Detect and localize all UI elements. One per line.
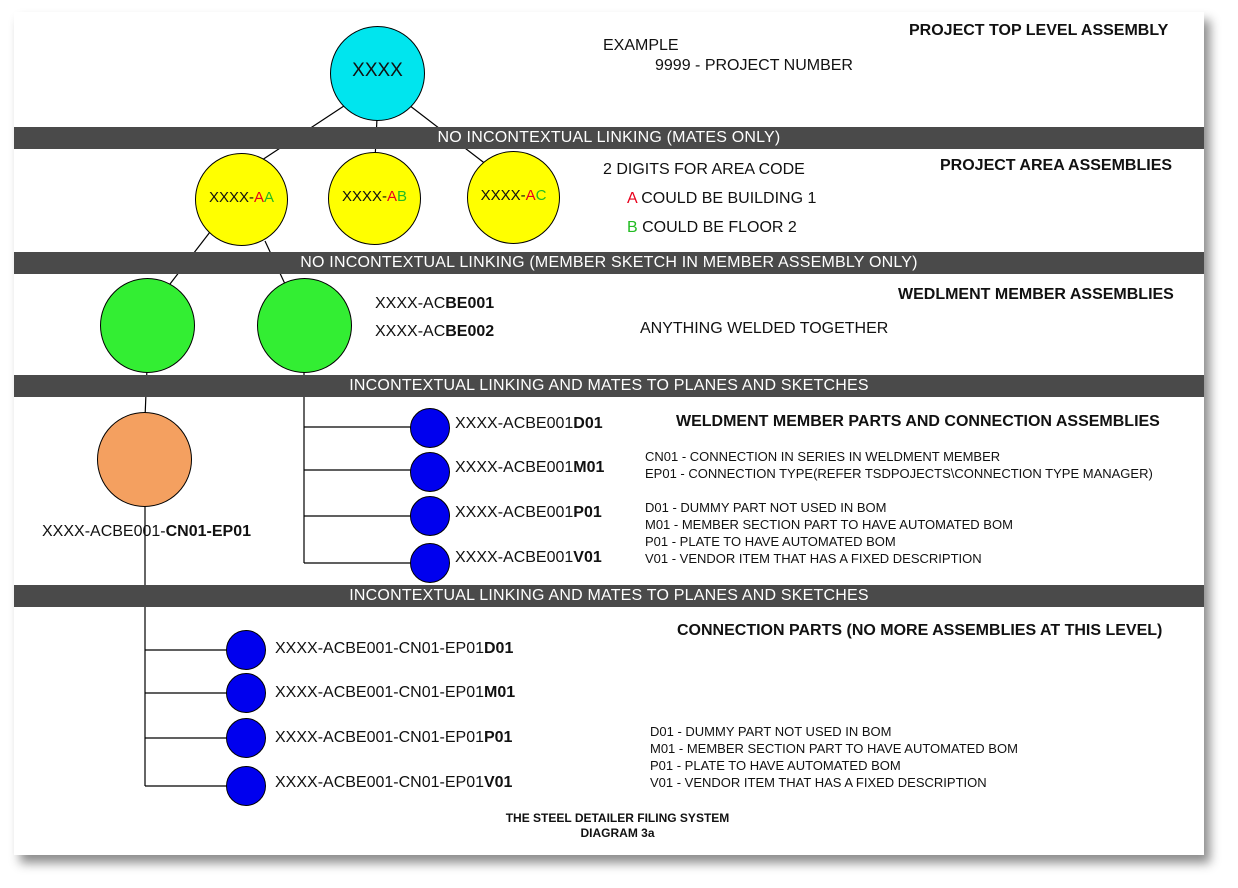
header-wedlment-member: WEDLMENT MEMBER ASSEMBLIES xyxy=(898,286,1174,303)
linking-bar-4: INCONTEXTUAL LINKING AND MATES TO PLANES AND SKETCHES xyxy=(14,585,1204,607)
linking-bar-1: NO INCONTEXTUAL LINKING (MATES ONLY) xyxy=(14,127,1204,149)
connection-part-label-p01: XXXX-ACBE001-CN01-EP01P01 xyxy=(275,729,513,746)
member-node-be001 xyxy=(100,278,195,373)
part-node-d01 xyxy=(410,408,450,448)
part-note: P01 - PLATE TO HAVE AUTOMATED BOM xyxy=(645,534,896,549)
part-note: D01 - DUMMY PART NOT USED IN BOM xyxy=(650,724,892,739)
connection-part-node-p01 xyxy=(226,718,266,758)
part-note: P01 - PLATE TO HAVE AUTOMATED BOM xyxy=(650,758,901,773)
part-label-v01: XXXX-ACBE001V01 xyxy=(455,549,602,566)
connection-assembly-node xyxy=(97,412,192,507)
footer-title: THE STEEL DETAILER FILING SYSTEM xyxy=(505,811,730,825)
root-node-label: XXXX xyxy=(352,60,403,81)
area-code-note: 2 DIGITS FOR AREA CODE xyxy=(603,161,805,178)
member-label-be001: XXXX-ACBE001 xyxy=(375,295,495,312)
part-node-m01 xyxy=(410,452,450,492)
example-project-number: 9999 - PROJECT NUMBER xyxy=(655,57,853,74)
connection-part-label-v01: XXXX-ACBE001-CN01-EP01V01 xyxy=(275,774,513,791)
part-node-v01 xyxy=(410,543,450,583)
connection-part-node-m01 xyxy=(226,673,266,713)
header-project-top-level: PROJECT TOP LEVEL ASSEMBLY xyxy=(909,22,1169,39)
part-node-p01 xyxy=(410,496,450,536)
header-connection-parts: CONNECTION PARTS (NO MORE ASSEMBLIES AT THIS LEVEL) xyxy=(677,622,1163,639)
linking-bar-2: NO INCONTEXTUAL LINKING (MEMBER SKETCH IN MEMBER ASSEMBLY ONLY) xyxy=(14,252,1204,274)
header-project-area: PROJECT AREA ASSEMBLIES xyxy=(940,157,1173,174)
connection-part-node-v01 xyxy=(226,766,266,806)
connection-assembly-label: XXXX-ACBE001-CN01-EP01 xyxy=(42,523,251,540)
part-note: M01 - MEMBER SECTION PART TO HAVE AUTOMATED BOM xyxy=(650,741,1018,756)
connection-part-label-m01: XXXX-ACBE001-CN01-EP01M01 xyxy=(275,684,516,701)
member-note: ANYTHING WELDED TOGETHER xyxy=(640,320,889,337)
connection-part-label-d01: XXXX-ACBE001-CN01-EP01D01 xyxy=(275,640,514,657)
connection-part-node-d01 xyxy=(226,630,266,670)
footer-subtitle: DIAGRAM 3a xyxy=(580,826,655,840)
linking-bar-3: INCONTEXTUAL LINKING AND MATES TO PLANES AND SKETCHES xyxy=(14,375,1204,397)
part-note: D01 - DUMMY PART NOT USED IN BOM xyxy=(645,500,887,515)
area-node-label: XXXX-AC xyxy=(480,187,547,204)
part-label-d01: XXXX-ACBE001D01 xyxy=(455,415,603,432)
example-label: EXAMPLE xyxy=(603,37,679,54)
area-node-label: XXXX-AB xyxy=(341,188,408,205)
area-node-label: XXXX-AA xyxy=(208,189,275,206)
part-label-m01: XXXX-ACBE001M01 xyxy=(455,459,605,476)
area-note-b: B COULD BE FLOOR 2 xyxy=(627,219,797,236)
member-node-be002 xyxy=(257,278,352,373)
part-note: V01 - VENDOR ITEM THAT HAS A FIXED DESCRIPTION xyxy=(645,551,982,566)
connection-note-cn01: CN01 - CONNECTION IN SERIES IN WELDMENT MEMBER xyxy=(645,449,1001,464)
connection-note-ep01: EP01 - CONNECTION TYPE(REFER TSDPOJECTS\CONNECTION TYPE MANAGER) xyxy=(645,466,1153,481)
area-note-a: A COULD BE BUILDING 1 xyxy=(627,190,817,207)
part-note: M01 - MEMBER SECTION PART TO HAVE AUTOMATED BOM xyxy=(645,517,1013,532)
part-label-p01: XXXX-ACBE001P01 xyxy=(455,504,602,521)
member-label-be002: XXXX-ACBE002 xyxy=(375,323,495,340)
header-weldment-parts: WELDMENT MEMBER PARTS AND CONNECTION ASSEMBLIES xyxy=(676,413,1160,430)
part-note: V01 - VENDOR ITEM THAT HAS A FIXED DESCRIPTION xyxy=(650,775,987,790)
